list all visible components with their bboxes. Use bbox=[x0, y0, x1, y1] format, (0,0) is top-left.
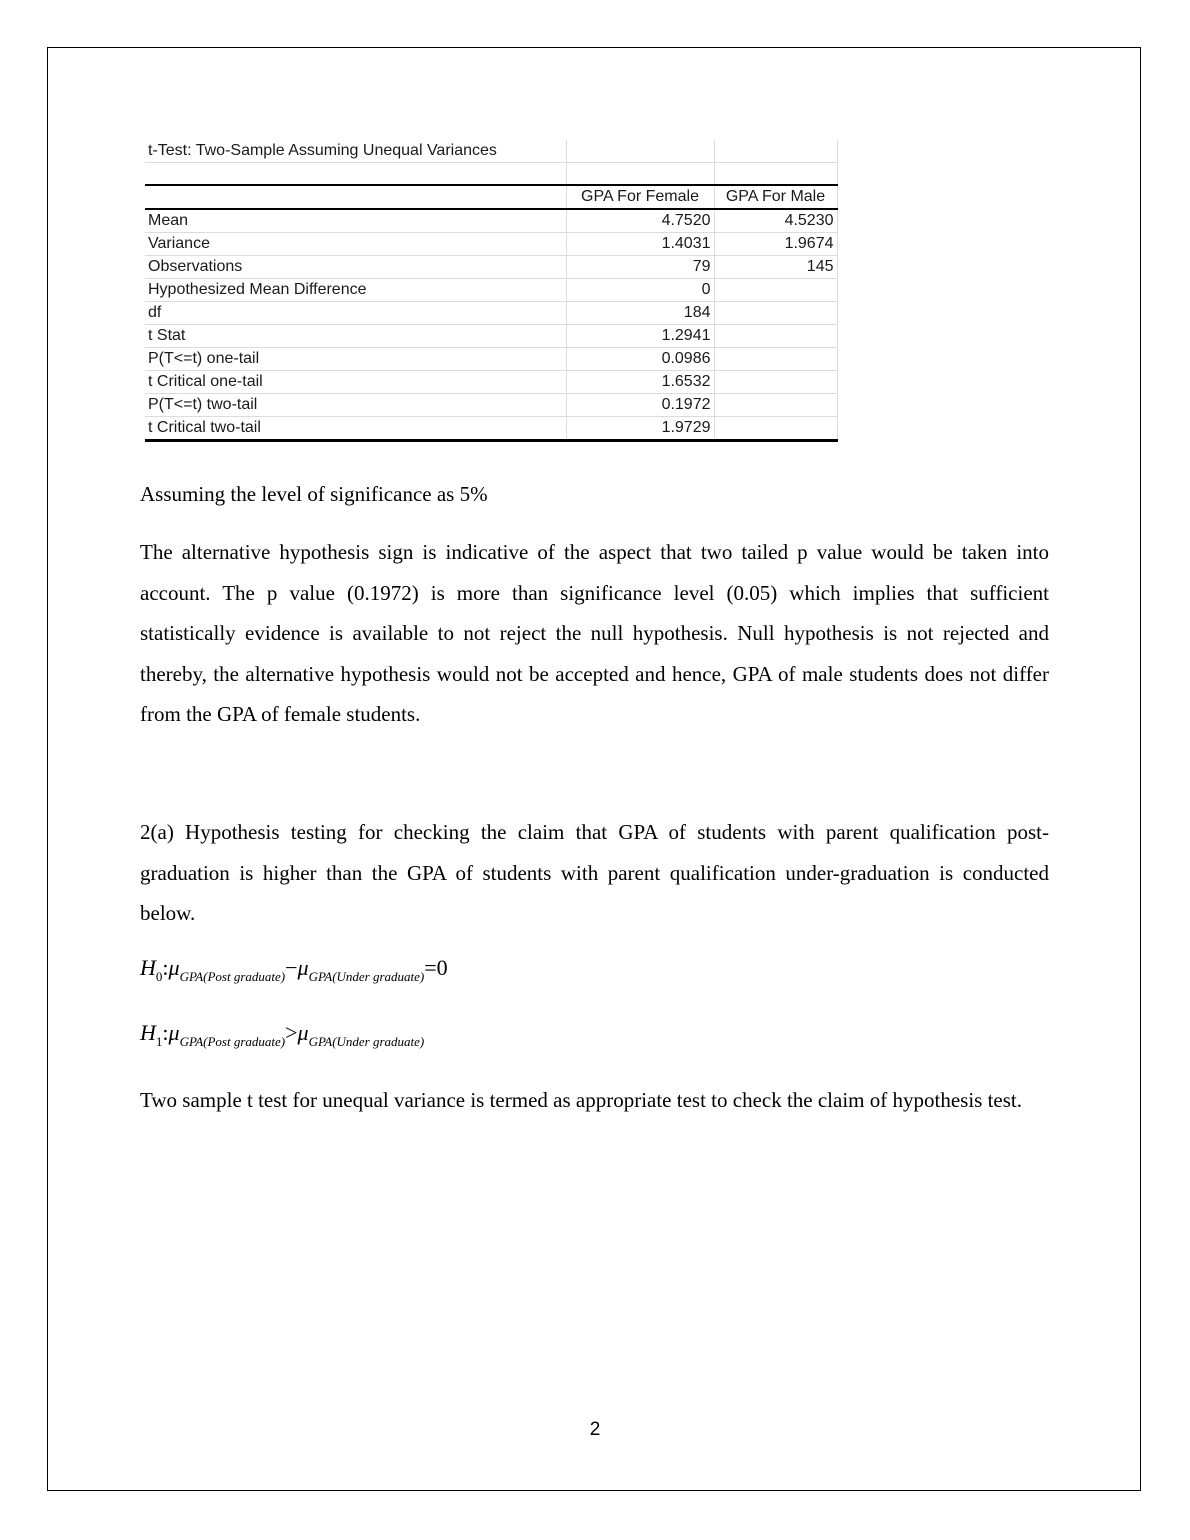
male-value bbox=[714, 278, 837, 301]
h0-symbol: H bbox=[140, 955, 156, 980]
male-value bbox=[714, 301, 837, 324]
table-header-row bbox=[145, 185, 837, 209]
row-label: Mean bbox=[145, 209, 566, 233]
female-value: 1.6532 bbox=[566, 370, 714, 393]
female-value: 0.0986 bbox=[566, 347, 714, 370]
table-blank-row bbox=[145, 163, 837, 185]
h1-subscript-a: GPA(Post graduate) bbox=[179, 1034, 286, 1049]
table-cell-empty bbox=[566, 140, 714, 163]
t-test-table-body bbox=[145, 140, 837, 440]
table-row bbox=[145, 324, 837, 347]
female-value: 1.4031 bbox=[566, 232, 714, 255]
table-row bbox=[145, 301, 837, 324]
column-header-female: GPA For Female bbox=[566, 185, 714, 209]
row-label: P(T<=t) one-tail bbox=[145, 347, 566, 370]
h1-subscript-b: GPA(Under graduate) bbox=[308, 1034, 425, 1049]
table-row bbox=[145, 255, 837, 278]
row-label: df bbox=[145, 301, 566, 324]
male-value: 145 bbox=[714, 255, 837, 278]
male-value bbox=[714, 347, 837, 370]
table-title-row bbox=[145, 140, 837, 163]
female-value: 0 bbox=[566, 278, 714, 301]
male-value: 4.5230 bbox=[714, 209, 837, 233]
row-label: t Stat bbox=[145, 324, 566, 347]
h1-mu-a: μ bbox=[168, 1020, 180, 1045]
h0-index: 0 bbox=[155, 969, 163, 984]
female-value: 0.1972 bbox=[566, 393, 714, 416]
table-cell-empty bbox=[145, 163, 566, 185]
h1-symbol: H bbox=[140, 1020, 156, 1045]
h0-subscript-b: GPA(Under graduate) bbox=[308, 969, 425, 984]
row-label: P(T<=t) two-tail bbox=[145, 393, 566, 416]
female-value: 1.9729 bbox=[566, 416, 714, 440]
table-row bbox=[145, 347, 837, 370]
h1-operator: > bbox=[285, 1020, 298, 1045]
row-label: t Critical two-tail bbox=[145, 416, 566, 440]
female-value: 184 bbox=[566, 301, 714, 324]
table-cell-empty bbox=[566, 163, 714, 185]
hypothesis-intro-paragraph: 2(a) Hypothesis testing for checking the claim that GPA of students with parent qualification post-graduation is higher than the GPA of students with parent qualification under-graduation is conducted below. bbox=[140, 820, 1049, 925]
row-label: Hypothesized Mean Difference bbox=[145, 278, 566, 301]
t-test-results-table bbox=[145, 140, 838, 442]
alternative-hypothesis-formula bbox=[140, 1020, 424, 1050]
male-value bbox=[714, 416, 837, 440]
male-value bbox=[714, 324, 837, 347]
h0-colon: : bbox=[162, 955, 169, 980]
h1-mu-b: μ bbox=[297, 1020, 309, 1045]
table-cell-empty bbox=[714, 163, 837, 185]
test-selection-paragraph: Two sample t test for unequal variance is termed as appropriate test to check the claim of hypothesis test. bbox=[140, 1088, 1022, 1112]
table-row bbox=[145, 393, 837, 416]
h0-operator: − bbox=[285, 955, 298, 980]
column-header-male: GPA For Male bbox=[714, 185, 837, 209]
table-cell-empty bbox=[714, 140, 837, 163]
conclusion-paragraph: The alternative hypothesis sign is indicative of the aspect that two tailed p value would be taken into account. The p value (0.1972) is more than significance level (0.05) which implies that sufficient statistically evidence is available to not reject the null hypothesis. Null hypothesis is not rejected and thereby, the alternative hypothesis would not be accepted and hence, GPA of male students does not differ from the GPA of female students. bbox=[140, 540, 1049, 726]
h1-colon: : bbox=[162, 1020, 169, 1045]
page-number: 2 bbox=[589, 1419, 601, 1440]
female-value: 79 bbox=[566, 255, 714, 278]
male-value: 1.9674 bbox=[714, 232, 837, 255]
significance-statement: Assuming the level of significance as 5% bbox=[140, 482, 488, 506]
h0-rhs: =0 bbox=[424, 955, 448, 980]
row-label: t Critical one-tail bbox=[145, 370, 566, 393]
table-row bbox=[145, 232, 837, 255]
male-value bbox=[714, 370, 837, 393]
row-label: Variance bbox=[145, 232, 566, 255]
female-value: 1.2941 bbox=[566, 324, 714, 347]
h0-mu-a: μ bbox=[168, 955, 180, 980]
h1-index: 1 bbox=[155, 1034, 163, 1049]
table-row bbox=[145, 416, 837, 440]
table-row bbox=[145, 209, 837, 233]
table-row bbox=[145, 370, 837, 393]
table-header-empty bbox=[145, 185, 566, 209]
row-label: Observations bbox=[145, 255, 566, 278]
table-title: t-Test: Two-Sample Assuming Unequal Variances bbox=[145, 140, 566, 163]
male-value bbox=[714, 393, 837, 416]
table-row bbox=[145, 278, 837, 301]
h0-mu-b: μ bbox=[297, 955, 309, 980]
female-value: 4.7520 bbox=[566, 209, 714, 233]
null-hypothesis-formula bbox=[140, 955, 448, 985]
h0-subscript-a: GPA(Post graduate) bbox=[179, 969, 286, 984]
